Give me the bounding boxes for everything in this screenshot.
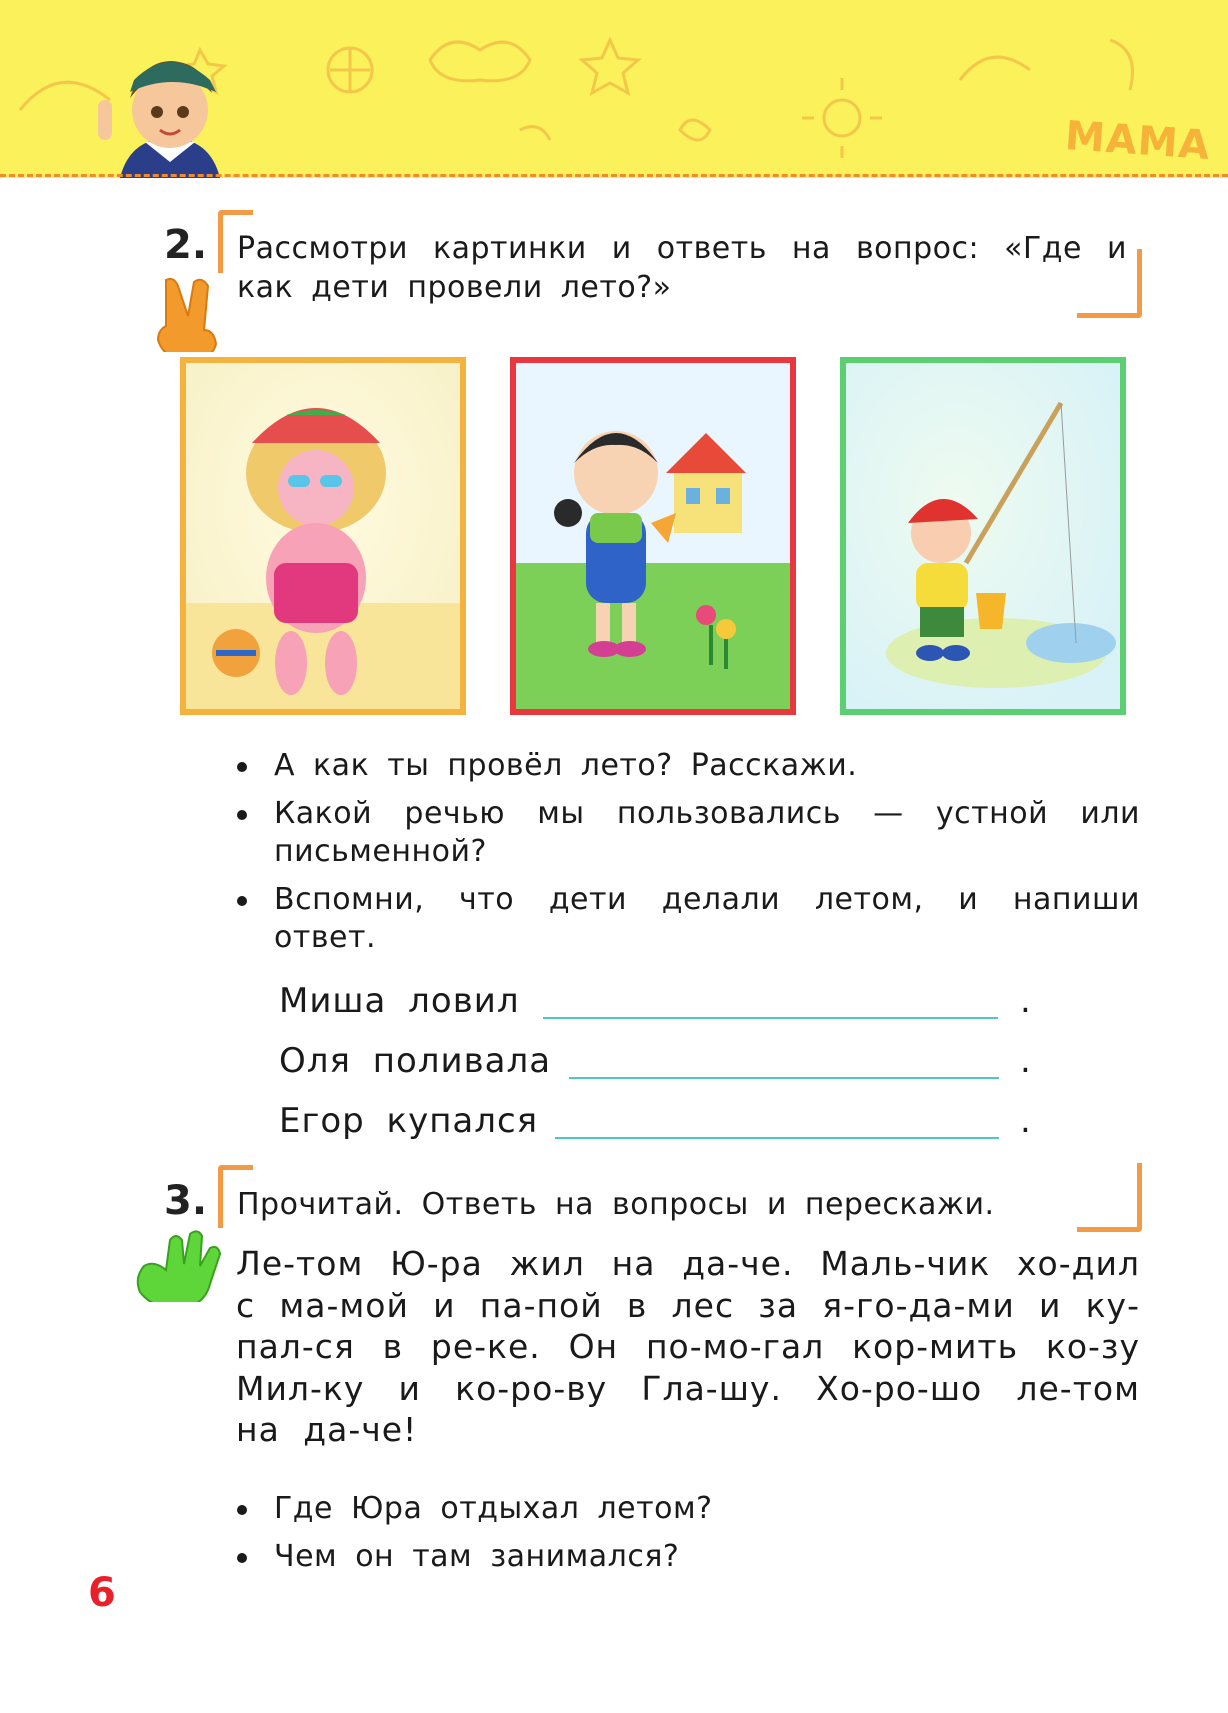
task-3-number: 3. [164, 1178, 208, 1224]
task-2-number: 2. [164, 222, 208, 268]
page-number: 6 [88, 1570, 116, 1616]
bullet-icon [237, 810, 247, 820]
fill-line-olya: Оля поливала . [279, 1041, 1032, 1081]
header-divider [0, 174, 1228, 177]
bullet-icon [237, 1505, 247, 1515]
bracket-right [1077, 1163, 1142, 1232]
bullet-icon [237, 1553, 247, 1563]
bullet-icon [237, 762, 247, 772]
task-2-questions [237, 747, 1140, 957]
list-item: Где Юра отдыхал летом? [237, 1490, 1140, 1528]
task-3-questions [237, 1490, 1140, 1576]
answer-blank[interactable] [569, 1077, 999, 1079]
answer-blank[interactable] [555, 1137, 999, 1139]
picture-girl-watering-flowers [510, 357, 796, 715]
mama-decor-text: МАМА [1063, 112, 1212, 170]
reading-passage: Ле-том Ю-ра жил на да-че. Маль-чик хо-дил с ма-мой и па-пой в лес за я-го-да-ми и ку-пал-ся в ре-ке. Он по-мо-гал кор-мить ко-зу Мил-ку и ко-ро-ву Гла-шу. Хо-ро-шо ле-том на да-че! [236, 1244, 1140, 1449]
task-3-instruction: Прочитай. Ответь на вопросы и перескажи. [237, 1187, 995, 1222]
boy-mascot-icon [90, 50, 250, 178]
picture-girl-at-beach [180, 357, 466, 715]
header-banner [0, 0, 1228, 178]
picture-boy-fishing [840, 357, 1126, 715]
fill-line-misha: Миша ловил . [279, 981, 1032, 1021]
list-item: А как ты провёл лето? Расскажи. [237, 747, 1140, 785]
open-hand-icon [134, 1222, 230, 1302]
list-item: Вспомни, что дети делали летом, и напиши ответ. [237, 881, 1140, 957]
fill-line-egor: Егор купался . [279, 1101, 1032, 1141]
bullet-icon [237, 896, 247, 906]
list-item: Чем он там занимался? [237, 1538, 1140, 1576]
two-fingers-icon [146, 270, 226, 352]
list-item: Какой речью мы пользовались — устной или письменной? [237, 795, 1140, 871]
answer-blank[interactable] [543, 1017, 998, 1019]
task-2-instruction: Рассмотри картинки и ответь на вопрос: «Где и как дети провели лето?» [237, 231, 1127, 305]
